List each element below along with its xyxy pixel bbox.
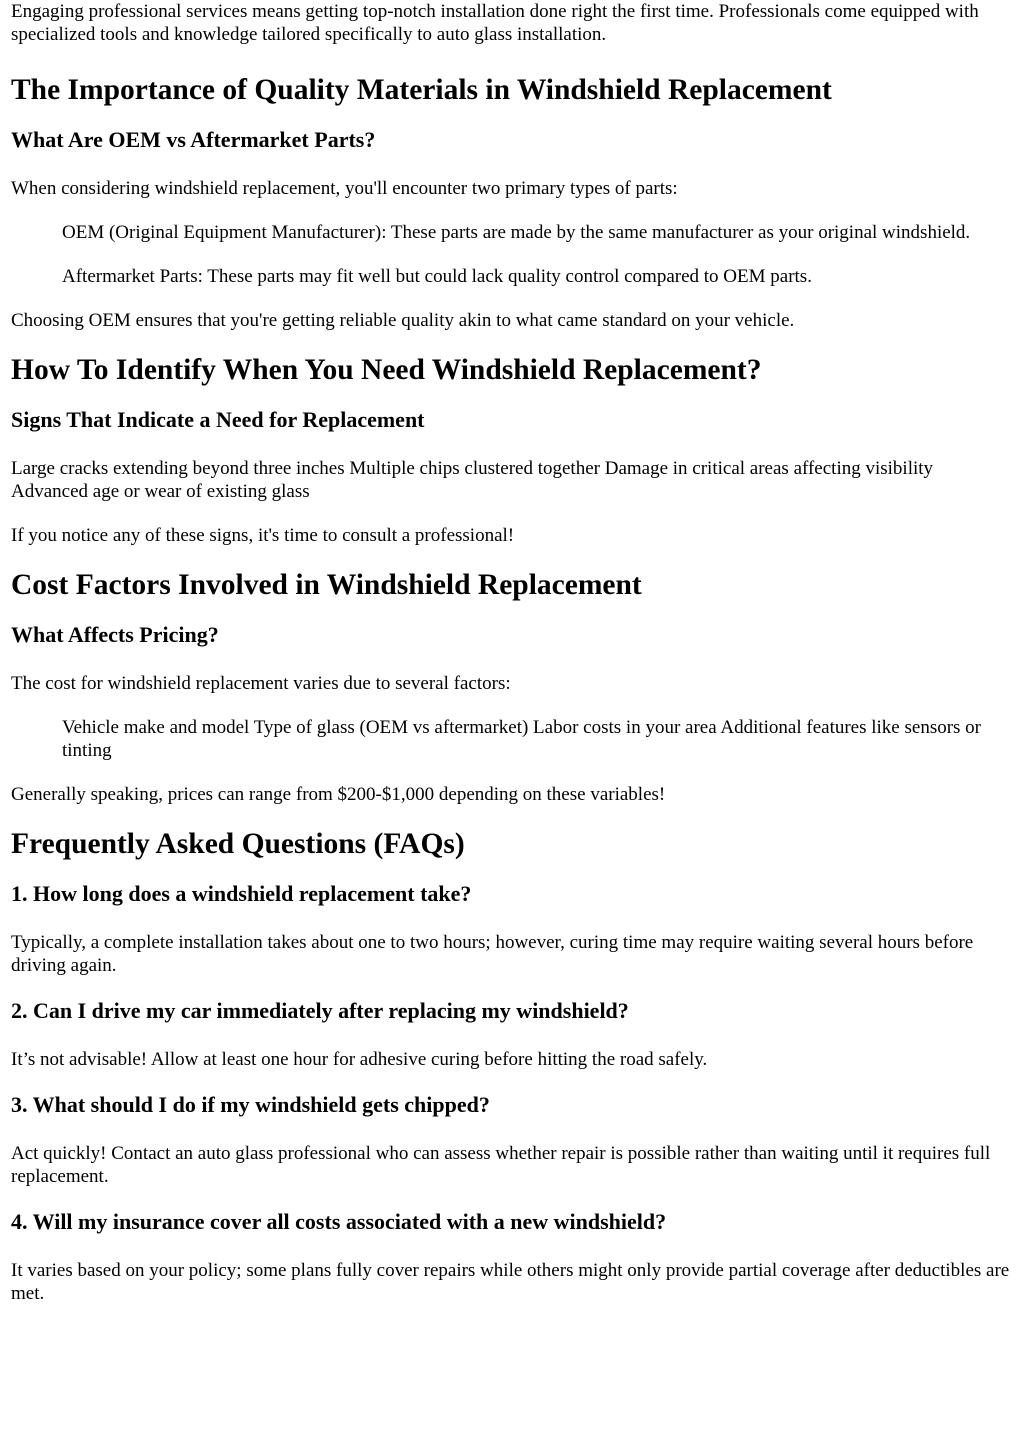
materials-conclusion-paragraph: Choosing OEM ensures that you're getting reliable quality akin to what came standard on your vehicle. (11, 310, 795, 331)
faq-question: 3. What should I do if my windshield gets chipped? (11, 1092, 490, 1117)
faq-answer: Act quickly! Contact an auto glass professional who can assess whether repair is possible rather than waiting until it requires full replacement. (11, 1143, 991, 1187)
cost-heading: Cost Factors Involved in Windshield Replacement (11, 569, 642, 601)
identify-section (11, 353, 1012, 547)
faq-answer: Typically, a complete installation takes about one to two hours; however, curing time may require waiting several hours before driving again. (11, 932, 974, 976)
materials-heading: The Importance of Quality Materials in Windshield Replacement (11, 74, 832, 106)
parts-intro-paragraph: When considering windshield replacement, you'll encounter two primary types of parts: (11, 178, 678, 199)
intro-paragraph: Engaging professional services means getting top-notch installation done right the first time. Professionals come equipped with specialized tools and knowledge tailored specifically to auto glass installation. (11, 1, 979, 45)
cost-section (11, 568, 1012, 806)
parts-list-item-aftermarket: Aftermarket Parts: These parts may fit well but could lack quality control compared to OEM parts. (62, 266, 812, 287)
faq-section (11, 827, 1012, 1305)
signs-subheading: Signs That Indicate a Need for Replacement (11, 407, 425, 432)
parts-list-item-oem: OEM (Original Equipment Manufacturer): These parts are made by the same manufacturer as your original windshield. (62, 222, 971, 243)
identify-conclusion-paragraph: If you notice any of these signs, it's time to consult a professional! (11, 525, 515, 546)
identify-heading: How To Identify When You Need Windshield Replacement? (11, 354, 762, 386)
oem-vs-aftermarket-subheading: What Are OEM vs Aftermarket Parts? (11, 127, 376, 152)
faq-question: 4. Will my insurance cover all costs associated with a new windshield? (11, 1209, 667, 1234)
cost-factors-list (62, 716, 1012, 762)
faq-heading: Frequently Asked Questions (FAQs) (11, 828, 465, 860)
cost-conclusion-paragraph: Generally speaking, prices can range from $200-$1,000 depending on these variables! (11, 784, 666, 805)
cost-factors-item: Vehicle make and model Type of glass (OEM vs aftermarket) Labor costs in your area Additional features like sensors or tinting (62, 717, 982, 761)
pricing-subheading: What Affects Pricing? (11, 622, 219, 647)
faq-question: 1. How long does a windshield replacement take? (11, 881, 472, 906)
cost-intro-paragraph: The cost for windshield replacement varies due to several factors: (11, 673, 511, 694)
materials-section (11, 73, 1012, 332)
faq-answer: It’s not advisable! Allow at least one hour for adhesive curing before hitting the road safely. (11, 1049, 708, 1070)
signs-paragraph: Large cracks extending beyond three inches Multiple chips clustered together Damage in critical areas affecting visibility Advanced age or wear of existing glass (11, 458, 934, 502)
faq-question: 2. Can I drive my car immediately after replacing my windshield? (11, 998, 629, 1023)
faq-answer: It varies based on your policy; some plans fully cover repairs while others might only provide partial coverage after deductibles are met. (11, 1260, 1010, 1304)
parts-list (62, 221, 1012, 288)
